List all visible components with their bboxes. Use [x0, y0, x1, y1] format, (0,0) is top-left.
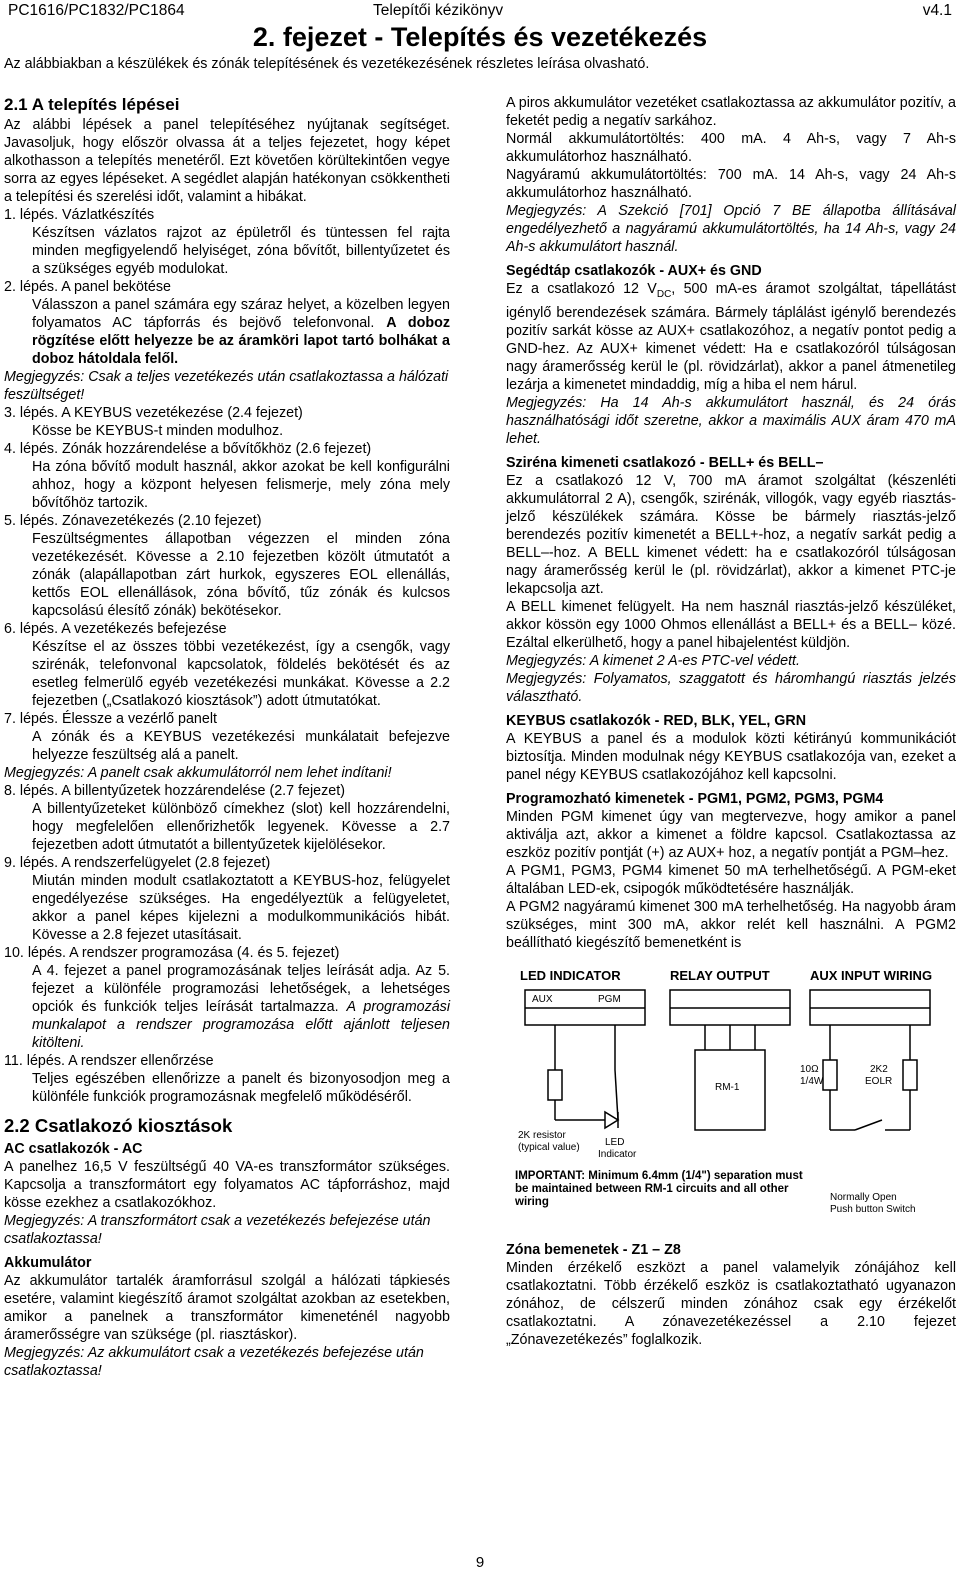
bell-note-2: Megjegyzés: Folyamatos, szaggatott és háromhangú riasztás jelzés választható.	[506, 670, 956, 705]
bell-note-1: Megjegyzés: A kimenet 2 A-es PTC-vel védett.	[506, 652, 800, 669]
eolr-label: EOLR	[865, 1075, 893, 1087]
battery-body: Az akkumulátor tartalék áramforrásul szolgál a hálózati tápkiesés esetére, valamint kiegészítő áramot szolgáltat azokban az esetekben, amikor a panelnek a transzformátor kimeneténél nagyobb áramerősségre van szüksége (pl. riasztáskor).	[4, 1273, 450, 1343]
led-word: LED	[605, 1136, 625, 1148]
step11-body: Teljes egészében ellenőrizze a panelt és bizonyosodjon meg a különféle funkciók programozásnak megfelelő működéséről.	[32, 1071, 450, 1105]
battery-charge-note: Megjegyzés: A Szekció [701] Opció 7 BE állapotba állításával engedélyezhető a nagyáramú akkumulátortöltés, ha 14 Ah-s, vagy 24 Ah-s akkumulátort használ.	[506, 203, 956, 255]
zone-title: Zóna bemenetek - Z1 – Z8	[506, 1241, 681, 1258]
step2-title: 2. lépés. A panel bekötése	[4, 279, 171, 295]
pgm-wiring-diagram	[510, 960, 940, 1220]
header-version: v4.1	[922, 2, 952, 19]
led-diode-icon	[605, 1112, 618, 1128]
pgm-body-2: A PGM1, PGM3, PGM4 kimenet 50 mA terhelhetőségű. A PGM-eket általában LED-ek, csipogók működtetésére használják.	[506, 862, 956, 897]
eolr-resistor	[903, 1060, 917, 1090]
step9-title: 9. lépés. A rendszerfelügyelet (2.8 fejezet)	[4, 855, 271, 871]
led-indicator-label: LED INDICATOR	[520, 967, 621, 983]
step10-body: A 4. fejezet a panel programozásának teljes leírását adja. Az 5. fejezet a különféle programozási lehetőségek, a lehetséges opciók és funkciók teljes leírását tartalmazza. A programozási munkalapot a rendszer programozása előtt ajánlott teljesen kitölteni.	[32, 963, 450, 1051]
led-resistor	[548, 1070, 562, 1100]
step6-title: 6. lépés. A vezetékezés befejezése	[4, 621, 227, 637]
aux-note: Megjegyzés: Ha 14 Ah-s akkumulátort használ, és 24 órás használhatósági időt szeretne, akkor a maximális AUX áram 470 mA lehet.	[506, 394, 956, 447]
step3-title: 3. lépés. A KEYBUS vezetékezése (2.4 fejezet)	[4, 405, 303, 421]
step10-italic: A programozási munkalapot a rendszer programozása előtt ajánlott teljesen kitölteni.	[32, 999, 450, 1051]
keybus-body: A KEYBUS a panel és a modulok közti kétirányú kommunikációt biztosítja. Minden modulnak négy KEYBUS csatlakozója van, ezeket a panel négy KEYBUS csatlakozójához kell kapcsolni.	[506, 730, 956, 783]
step5-title: 5. lépés. Zónavezetékezés (2.10 fejezet)	[4, 513, 262, 529]
battery-high-charge: Nagyáramú akkumulátortöltés: 700 mA. 14 Ah-s, vagy 24 Ah-s akkumulátorhoz használható.	[506, 167, 956, 201]
led-resistor-label: 2K resistor	[518, 1129, 566, 1141]
page-number: 9	[475, 1554, 485, 1571]
step10-title: 10. lépés. A rendszer programozása (4. és 5. fejezet)	[4, 945, 340, 961]
eolr-value: 2K2	[870, 1063, 888, 1075]
step2-warning: A doboz rögzítése előtt helyezze be az áramköri lapot tartó bolhákat a doboz hátoldala felől.	[32, 315, 450, 367]
battery-title: Akkumulátor	[4, 1255, 92, 1271]
pushbutton-label: Push button Switch	[830, 1203, 916, 1215]
led-pgm-terminal: PGM	[598, 993, 621, 1005]
step7-title: 7. lépés. Élessze a vezérlő panelt	[4, 711, 217, 727]
header-manual: Telepítői kézikönyv	[373, 2, 504, 19]
pushbutton-switch-icon	[855, 1120, 882, 1130]
battery-normal-charge: Normál akkumulátortöltés: 400 mA. 4 Ah-s, vagy 7 Ah-s akkumulátorhoz használható.	[506, 131, 956, 165]
led-aux-terminal: AUX	[532, 993, 553, 1005]
step11-title: 11. lépés. A rendszer ellenőrzése	[4, 1053, 214, 1069]
led-typical-label: (typical value)	[518, 1141, 580, 1153]
section-21-title: 2.1 A telepítés lépései	[4, 95, 180, 114]
relay-output-label: RELAY OUTPUT	[670, 967, 770, 983]
step7-note: Megjegyzés: A panelt csak akkumulátorról nem lehet indítani!	[4, 765, 392, 781]
step3-body: Kösse be KEYBUS-t minden modulhoz.	[32, 423, 284, 439]
step9-body: Miután minden modult csatlakoztatott a KEYBUS-hoz, felügyelet engedélyezése szükséges. Ha engedélyeztük a felügyeletet, akkor a panel képes kijelezni a modulkommunikációs hibát. Kövesse a 2.8 fejezet utasításait.	[32, 873, 450, 943]
normally-open-label: Normally Open	[830, 1191, 897, 1203]
keybus-title: KEYBUS csatlakozók - RED, BLK, YEL, GRN	[506, 712, 807, 729]
eol-resistor	[823, 1060, 837, 1090]
section-22-title: 2.2 Csatlakozó kiosztások	[4, 1115, 233, 1136]
pgm-body-1: Minden PGM kimenet úgy van megtervezve, hogy amikor a panel aktiválja azt, akkor a kimenet a földre kapcsol. Csatlakoztassa az eszköz pozitív pontját (+) az AUX+ hoz, a negatív pontját a PGM–hez.	[506, 808, 956, 861]
step5-body: Feszültségmentes állapotban végezzen el minden zóna vezetékezését. Kövesse a 2.10 fejezetben közölt útmutatót a zónák (alapállapotban zárt hurkok, egyszeres EOL ellenállás, kettős EOL ellenállások, zóna bővítő, tűz zónák és kulcsos kapcsolású élesítő zónák) bekötésekor.	[32, 531, 450, 619]
step4-title: 4. lépés. Zónák hozzárendelése a bővítőkhöz (2.6 fejezet)	[4, 441, 372, 457]
right-column	[506, 94, 956, 1349]
step1-body: Készítsen vázlatos rajzot az épületről és tüntessen fel rajta minden megfigyelendő helyiséget, zóna bővítőt, billentyűzetet és a szükséges egyéb modulokat.	[32, 225, 450, 277]
bell-title: Sziréna kimeneti csatlakozó - BELL+ és BELL–	[506, 454, 824, 471]
step4-body: Ha zóna bővítő modult használ, akkor azokat be kell konfigurálni ahhoz, hogy a központ helyesen felismerje, mely zóna mely bővítőhöz tartozik.	[32, 459, 450, 511]
eol-watt: 1/4W	[800, 1075, 824, 1087]
step2-note: Megjegyzés: Csak a teljes vezetékezés után csatlakoztassa a hálózati feszültséget!	[4, 369, 449, 403]
ac-note: Megjegyzés: A transzformátort csak a vezetékezés befejezése után csatlakoztassa!	[4, 1213, 431, 1247]
battery-wiring-text: A piros akkumulátor vezetéket csatlakoztassa az akkumulátor pozitív, a feketét pedig a negatív sarkához.	[506, 95, 956, 129]
important-notice: IMPORTANT: Minimum 6.4mm (1/4") separation must be maintained between RM-1 circuits and all other wiring	[515, 1169, 803, 1208]
relay-module-label: RM-1	[715, 1081, 740, 1093]
chapter-intro: Az alábbiakban a készülékek és zónák telepítésének és vezetékezésének részletes leírása olvasható.	[4, 56, 650, 72]
eol-value: 10Ω	[800, 1063, 819, 1075]
bell-body-1: Ez a csatlakozó 12 V, 700 mA áramot szolgáltat (készenléti akkumulátorral 2 A), csengők, szirénák, villogók, vagy egyéb riasztás-jelző készülékek számára. Kösse be bármely riasztás-jelző berendezés pozitív kimenetét a BELL+-hoz, a negatív sarkát pedig a BELL–-hoz. A BELL kimenet védett: ha e csatlakozóról túlságosan nagy áramerősség kerül le (pl. rövidzárlat), akkor a kimenet PTC-je lekapcsolja azt.	[506, 472, 956, 597]
step2-body: Válasszon a panel számára egy száraz helyet, a közelben legyen folyamatos AC tápforrás és bejövő telefonvonal. A doboz rögzítése előtt helyezze be az áramköri lapot tartó bolhákat a doboz hátoldala felől.	[32, 297, 450, 367]
step1-title: 1. lépés. Vázlatkészítés	[4, 207, 155, 223]
ac-body: A panelhez 16,5 V feszültségű 40 VA-es transzformátor szükséges. Kapcsolja a transzformátort egy folyamatos AC tápforráshoz, majd kösse ezekhez a csatlakozókhoz.	[4, 1159, 450, 1211]
ac-title: AC csatlakozók - AC	[4, 1141, 143, 1157]
left-column	[4, 94, 450, 1380]
header-model: PC1616/PC1832/PC1864	[8, 2, 185, 19]
aux-title: Segédtáp csatlakozók - AUX+ és GND	[506, 263, 762, 279]
step8-body: A billentyűzeteket különböző címekhez (slot) kell hozzárendelni, hogy megfelelően ellenőrizhetők legyenek. Kövesse a 2.7 fejezetben adott útmutatót a billentyűzetek kijelölésekor.	[32, 801, 450, 853]
zone-body: Minden érzékelő eszközt a panel valamelyik zónájához kell csatlakoztatni. Több érzékelő eszköz is csatlakoztatható ugyanazon zónához, de célszerű minden zónához csak egy érzékelőt csatlakoztatni. A zónavezetékezéssel a 2.10 fejezet „Zónavezetékezés” foglalkozik.	[506, 1259, 956, 1348]
section-21-text: Az alábbi lépések a panel telepítéséhez nyújtanak segítséget. Javasoljuk, hogy először olvassa át a teljes fejezetet, hogy képet alkothasson a telepítés menetéről. Ezt követően körültekintően vegye sorra az egyes lépéseket. A segédlet alapján hatékonyan csökkentheti a telepítési és szerelési időt, valamint a hibákat.	[4, 117, 450, 205]
bell-body-2: A BELL kimenet felügyelt. Ha nem használ riasztás-jelző készüléket, akkor kössön egy 1000 Ohmos ellenállást a BELL+ és a BELL– közé. Ezáltal elkerülhető, hogy a panel hibajelentést küldjön.	[506, 598, 956, 651]
pgm-title: Programozható kimenetek - PGM1, PGM2, PGM3, PGM4	[506, 790, 884, 807]
aux-input-label: AUX INPUT WIRING	[810, 967, 933, 983]
step6-body: Készítse el az összes többi vezetékezést, így a csengők, vagy szirénák, telefonvonal kapcsolatok, földelés bekötését és az esetleg felmerülő egyéb vezetékezési munkákat. Kövesse a 2.2 fejezetben („Csatlakozó kiosztások”) adott útmutatókat.	[32, 639, 450, 709]
step7-body: A zónák és a KEYBUS vezetékezési munkálatait befejezve helyezze feszültség alá a panelt.	[32, 729, 450, 763]
battery-note: Megjegyzés: Az akkumulátort csak a vezetékezés befejezése után csatlakoztassa!	[4, 1345, 424, 1379]
led-indicator-word: Indicator	[598, 1148, 637, 1160]
aux-body: Ez a csatlakozó 12 $V_{DC}$, 500 mA-es áramot szolgáltat, tápellátást igénylő berendezések számára. Bármely táplálást igénylő berendezés pozitív sarkát kösse az AUX+ csatlakozóhoz, a negatív pontot pedig a GND-hez. Az AUX+ kimenet védett: Ha e csatlakozóról túlságosan nagy áramerősség kerül le (pl. rövidzárlat), akkor a panel átmenetileg lezárja a kimenetet mindaddig, míg a hiba el nem hárul.	[506, 281, 956, 393]
chapter-title: 2. fejezet - Telepítés és vezetékezés	[252, 22, 708, 52]
pgm-body-3: A PGM2 nagyáramú kimenet 300 mA terhelhetőség. Ha nagyobb áram szükséges, mint 300 mA, akkor relét kell használni. A PGM2 beállítható kiegészítő bemenetként is	[506, 898, 956, 951]
page-header	[8, 2, 952, 24]
step8-title: 8. lépés. A billentyűzetek hozzárendelése (2.7 fejezet)	[4, 783, 345, 799]
